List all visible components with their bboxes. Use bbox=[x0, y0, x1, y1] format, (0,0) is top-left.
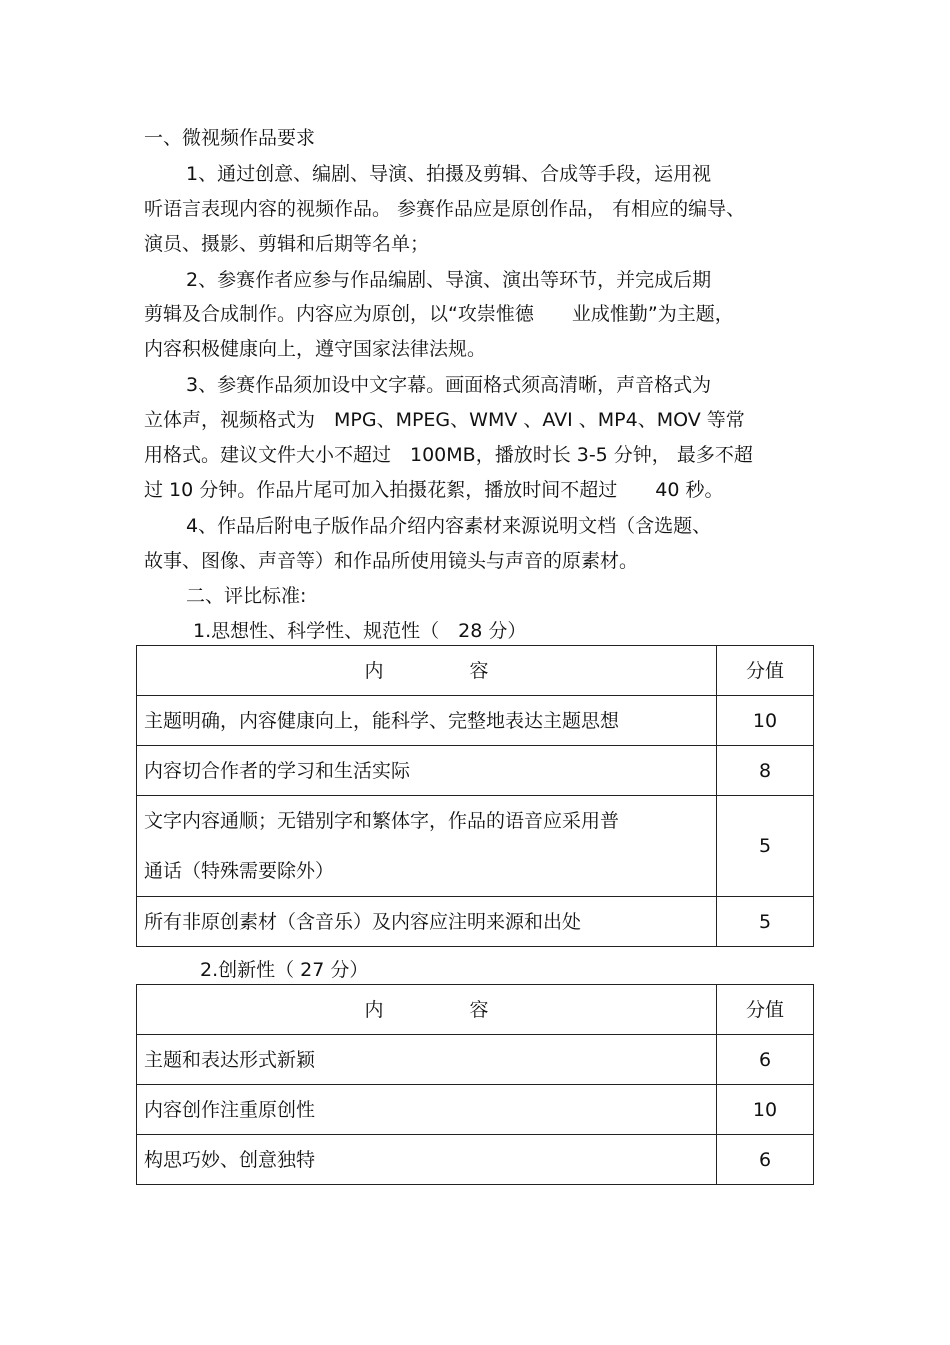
criterion-score: 6 bbox=[717, 1035, 814, 1085]
criterion-text-line1: 文字内容通顺；无错别字和繁体字，作品的语音应采用普 bbox=[144, 810, 620, 832]
req1-line1: 1、通过创意、编剧、导演、拍摄及剪辑、合成等手段，运用视 bbox=[186, 163, 712, 185]
table2-caption: 2.创新性（ 27 分） bbox=[200, 959, 369, 981]
header-content bbox=[137, 646, 717, 696]
criterion-score: 10 bbox=[717, 696, 814, 746]
criterion-score: 10 bbox=[717, 1085, 814, 1135]
header-char-1: 内 bbox=[364, 998, 384, 1021]
table-row bbox=[137, 1085, 814, 1135]
criterion-text bbox=[137, 796, 717, 897]
criterion-text: 主题明确，内容健康向上，能科学、完整地表达主题思想 bbox=[137, 696, 717, 746]
criterion-score: 5 bbox=[717, 796, 814, 897]
criterion-score: 6 bbox=[717, 1135, 814, 1185]
req2-line1: 2、参赛作者应参与作品编剧、导演、演出等环节，并完成后期 bbox=[186, 269, 712, 291]
header-char-1: 内 bbox=[364, 659, 384, 682]
req1-line3: 演员、摄影、剪辑和后期等名单； bbox=[144, 233, 430, 255]
criterion-score: 8 bbox=[717, 746, 814, 796]
req2-line3: 内容积极健康向上，遵守国家法律法规。 bbox=[144, 338, 487, 360]
table-row bbox=[137, 696, 814, 746]
section-title-requirements: 一、微视频作品要求 bbox=[144, 127, 316, 149]
criteria-table-1 bbox=[136, 645, 814, 947]
req4-line2: 故事、图像、声音等）和作品所使用镜头与声音的原素材。 bbox=[144, 550, 639, 572]
header-score: 分值 bbox=[717, 646, 814, 696]
criterion-text-line2: 通话（特殊需要除外） bbox=[144, 860, 335, 882]
criteria-table-2 bbox=[136, 984, 814, 1185]
header-char-2: 容 bbox=[469, 659, 489, 682]
req3-line1: 3、参赛作品须加设中文字幕。画面格式须高清晰，声音格式为 bbox=[186, 374, 712, 396]
criterion-text: 内容创作注重原创性 bbox=[137, 1085, 717, 1135]
table-row bbox=[137, 897, 814, 947]
criterion-text: 内容切合作者的学习和生活实际 bbox=[137, 746, 717, 796]
table-row bbox=[137, 1135, 814, 1185]
table-header-row bbox=[137, 985, 814, 1035]
req1-line2: 听语言表现内容的视频作品。 参赛作品应是原创作品， 有相应的编导、 bbox=[144, 198, 746, 220]
table-row bbox=[137, 1035, 814, 1085]
req4-line1: 4、作品后附电子版作品介绍内容素材来源说明文档（含选题、 bbox=[186, 515, 712, 537]
header-score: 分值 bbox=[717, 985, 814, 1035]
req3-line3: 用格式。建议文件大小不超过 100MB，播放时长 3-5 分钟， 最多不超 bbox=[144, 444, 753, 466]
criterion-text: 所有非原创素材（含音乐）及内容应注明来源和出处 bbox=[137, 897, 717, 947]
criterion-score: 5 bbox=[717, 897, 814, 947]
section-title-criteria: 二、评比标准: bbox=[186, 585, 307, 607]
req3-line2: 立体声，视频格式为 MPG、MPEG、WMV 、AVI 、MP4、MOV 等常 bbox=[144, 409, 745, 431]
table-row bbox=[137, 746, 814, 796]
table1-caption: 1.思想性、科学性、规范性（ 28 分） bbox=[193, 620, 527, 642]
criterion-text: 构思巧妙、创意独特 bbox=[137, 1135, 717, 1185]
header-content bbox=[137, 985, 717, 1035]
criterion-text: 主题和表达形式新颖 bbox=[137, 1035, 717, 1085]
table-row bbox=[137, 796, 814, 897]
req3-line4: 过 10 分钟。作品片尾可加入拍摄花絮，播放时间不超过 40 秒。 bbox=[144, 479, 724, 501]
table-header-row bbox=[137, 646, 814, 696]
req2-line2: 剪辑及合成制作。内容应为原创，以“攻崇惟德 业成惟勤”为主题， bbox=[144, 303, 734, 325]
header-char-2: 容 bbox=[469, 998, 489, 1021]
